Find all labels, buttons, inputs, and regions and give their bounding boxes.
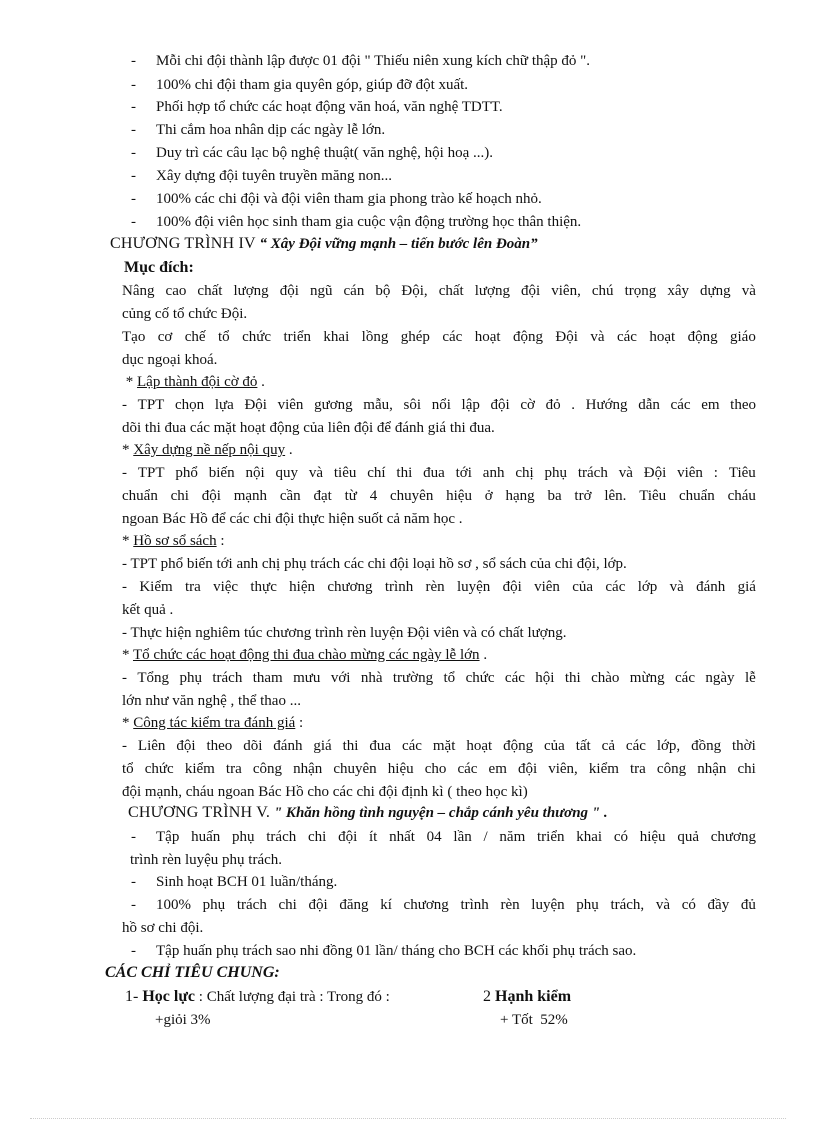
word: các: [625, 738, 646, 754]
list-dash: -: [131, 168, 136, 184]
section-heading-inspection: * Công tác kiểm tra đánh giá :: [122, 715, 304, 731]
word: với: [330, 670, 351, 686]
word: Tập: [156, 829, 180, 845]
word: động: [687, 329, 718, 345]
word: viên: [534, 579, 560, 595]
list-item: Xây dựng đội tuyên truyền măng non...: [156, 168, 393, 184]
word: phụ: [544, 465, 567, 481]
word: sôi: [403, 397, 422, 413]
word: mưu: [293, 670, 321, 686]
word: chọn: [174, 397, 205, 413]
word: cần: [279, 488, 301, 504]
word: ngũ: [309, 283, 333, 299]
word: chức: [465, 670, 495, 686]
word: nội: [245, 465, 265, 481]
word: :: [713, 465, 718, 481]
word: nổi: [431, 397, 451, 413]
word: ít: [368, 829, 378, 845]
text-line: dục ngoại khoá.: [122, 352, 218, 368]
word: đội: [308, 897, 328, 913]
word: tổ: [218, 329, 230, 345]
word: tất: [575, 738, 591, 754]
word: -: [122, 579, 127, 595]
text-line: dõi thi đua các mặt hoạt động của liên đội để đánh giá thi đua.: [122, 420, 495, 436]
word: đồng: [691, 738, 722, 754]
word: và: [655, 897, 671, 913]
justified-line: [122, 576, 756, 598]
text-line: kết quả .: [122, 602, 174, 618]
word: phụ: [202, 897, 226, 913]
word: trình: [384, 579, 414, 595]
word: đội: [502, 579, 522, 595]
word: chú: [591, 283, 614, 299]
word: có: [681, 897, 696, 913]
word: đạt: [313, 488, 332, 504]
word: .: [571, 397, 575, 413]
list-dash: -: [131, 77, 136, 93]
word: nhà: [360, 670, 383, 686]
list-dash: -: [131, 191, 136, 207]
word: tra: [225, 761, 242, 777]
program-label: CHƯƠNG TRÌNH V.: [128, 804, 271, 821]
word: trách,: [610, 897, 645, 913]
word: và: [741, 283, 756, 299]
word: hiện: [289, 579, 315, 595]
word: kí: [380, 897, 392, 913]
word: công: [252, 761, 282, 777]
list-dash: -: [131, 943, 136, 959]
word: kiểm: [588, 761, 619, 777]
word: các: [605, 579, 626, 595]
section-title: Công tác kiểm tra đánh giá: [133, 715, 296, 731]
word: các: [401, 738, 422, 754]
text-line: trình rèn luyệu phụ trách.: [130, 852, 283, 868]
page-bottom-rule: [30, 1118, 786, 1119]
word: chương: [327, 579, 373, 595]
word: đua: [369, 738, 392, 754]
word: lễ: [744, 670, 756, 686]
word: đội: [279, 283, 299, 299]
word: TPT: [137, 397, 165, 413]
word: Tổng: [137, 670, 170, 686]
list-item: 100% các chi đội và đội viên tham gia phong trào kế hoạch nhỏ.: [156, 191, 542, 207]
word: chức: [242, 329, 272, 345]
section-heading-records: * Hồ sơ sổ sách :: [122, 533, 225, 549]
word: ngày: [705, 670, 735, 686]
word: chí: [367, 465, 386, 481]
word: -: [122, 738, 127, 754]
list-dash: -: [131, 829, 136, 845]
justified-line: [122, 667, 756, 689]
word: luyện: [531, 897, 565, 913]
word: từ: [344, 488, 357, 504]
word: tổ: [122, 761, 134, 777]
word: chuyên: [333, 761, 377, 777]
word: chuyên: [390, 488, 434, 504]
word: các: [670, 397, 691, 413]
word: chị: [515, 465, 534, 481]
word: chức: [144, 761, 174, 777]
text-line: - Thực hiện nghiêm túc chương trình rèn luyện Đội viên và có chất lượng.: [122, 625, 567, 641]
word: mạnh: [233, 488, 268, 504]
word: chế: [184, 329, 206, 345]
word: giá: [313, 738, 332, 754]
list-item: Tập huấn phụ trách sao nhi đồng 01 lần/ tháng cho BCH các khối phụ trách sao.: [156, 943, 637, 959]
word: Đội: [643, 465, 667, 481]
academic-excellent-value: +giỏi 3%: [155, 1012, 211, 1028]
word: hội: [535, 670, 555, 686]
word: -: [122, 670, 127, 686]
word: chi: [170, 488, 189, 504]
word: huấn: [191, 829, 221, 845]
section-heading-rules: * Xây dựng nề nếp nội quy .: [122, 442, 293, 458]
word: của: [572, 579, 594, 595]
word: viên: [677, 465, 703, 481]
word: mặt: [432, 738, 456, 754]
word: trường: [392, 670, 434, 686]
word: viên: [277, 397, 304, 413]
justified-line: [122, 280, 756, 302]
word: động: [513, 329, 543, 345]
word: trách: [236, 897, 267, 913]
academic-label: Học lực: [142, 988, 196, 1005]
word: anh: [482, 465, 505, 481]
list-item: Duy trì các câu lạc bộ nghệ thuật( văn nghệ, hội hoạ ...).: [156, 145, 493, 161]
word: các: [616, 329, 637, 345]
word: giáo: [730, 329, 756, 345]
word: và: [308, 465, 323, 481]
section-title: Lập thành đội cờ đỏ: [137, 374, 258, 390]
section-title: Hồ sơ sổ sách: [133, 533, 217, 549]
word: thi: [396, 465, 413, 481]
list-item: Phối hợp tổ chức các hoạt động văn hoá, văn nghệ TDTT.: [156, 99, 503, 115]
justified-line: [122, 758, 756, 780]
word: xây: [667, 283, 689, 299]
word: kiểm: [184, 761, 215, 777]
word: các: [675, 670, 695, 686]
word: thời: [732, 738, 756, 754]
word: đỏ: [545, 397, 561, 413]
word: nhận: [293, 761, 323, 777]
word: dựng: [700, 283, 731, 299]
justified-line: [122, 462, 756, 484]
word: và: [618, 465, 633, 481]
word: trách: [266, 829, 297, 845]
word: nhất: [389, 829, 415, 845]
word: trọng: [624, 283, 657, 299]
word: Đội: [244, 397, 267, 413]
conduct-indicator: 2 Hạnh kiểm: [483, 988, 572, 1005]
justified-line: [122, 485, 756, 507]
word: phụ: [179, 670, 202, 686]
list-item: 100% chi đội tham gia quyên góp, giúp đỡ đột xuất.: [156, 77, 469, 93]
justified-line: [122, 735, 756, 757]
word: quy: [275, 465, 298, 481]
conduct-label: Hạnh kiểm: [495, 988, 572, 1005]
word: chào: [591, 670, 620, 686]
word: chuẩn: [678, 488, 715, 504]
program-title: “ Xây Đội vững mạnh – tiến bước lên Đoàn”: [259, 236, 538, 252]
word: trở: [574, 488, 592, 504]
section-title: Xây dựng nề nếp nội quy: [133, 442, 286, 458]
word: và: [669, 579, 684, 595]
word: cao: [165, 283, 187, 299]
word: bộ: [375, 283, 391, 299]
word: tra: [630, 761, 646, 777]
list-dash: -: [131, 122, 136, 138]
word: theo: [730, 397, 756, 413]
word: đầy: [707, 897, 730, 913]
word: và: [590, 329, 605, 345]
word: chất: [197, 283, 223, 299]
word: lần: [453, 829, 472, 845]
word: trình: [460, 897, 489, 913]
word: thực: [250, 579, 277, 595]
word: lượng: [233, 283, 269, 299]
word: Đội,: [401, 283, 428, 299]
word: đủ: [740, 897, 756, 913]
word: em: [488, 761, 507, 777]
word: việc: [213, 579, 239, 595]
word: hiệu: [639, 829, 666, 845]
word: gương: [314, 397, 353, 413]
list-dash: -: [131, 53, 136, 69]
purpose-heading: Mục đích:: [124, 259, 194, 276]
word: lớp,: [656, 738, 681, 754]
word: biến: [208, 465, 235, 481]
program-v-heading: [128, 802, 608, 824]
word: triển: [283, 329, 311, 345]
word: chuẩn: [122, 488, 158, 504]
justified-line: [156, 894, 756, 916]
conduct-good-value: + Tốt 52%: [500, 1012, 568, 1028]
text-line: ngoan Bác Hồ để các chi đội thực hiện suốt cả năm học .: [122, 511, 463, 527]
word: giá: [737, 579, 756, 595]
word: nhận: [697, 761, 727, 777]
word: phổ: [175, 465, 198, 481]
word: tổ: [443, 670, 456, 686]
word: cháu: [727, 488, 756, 504]
word: các: [442, 329, 463, 345]
word: đánh: [273, 738, 303, 754]
justified-line: [122, 326, 756, 348]
word: các: [504, 670, 525, 686]
word: TPT: [137, 465, 165, 481]
word: trách: [212, 670, 243, 686]
word: hiệu: [387, 761, 414, 777]
word: Tiêu: [728, 465, 756, 481]
word: -: [122, 397, 127, 413]
text-line: đội mạnh, cháu ngoan Bác Hồ cho các chi đội định kì ( theo học kì): [122, 784, 528, 800]
word: cả: [601, 738, 615, 754]
list-item: Thi cắm hoa nhân dịp các ngày lễ lớn.: [156, 122, 386, 138]
list-item: Mỗi chi đội thành lập được 01 đội " Thiếu niên xung kích chữ thập đỏ ".: [156, 53, 591, 69]
word: chi: [278, 897, 297, 913]
justified-line: [122, 394, 756, 416]
word: năm: [499, 829, 526, 845]
text-line: hồ sơ chi đội.: [122, 920, 204, 936]
word: cờ: [520, 397, 535, 413]
word: của: [543, 738, 565, 754]
word: đội: [490, 397, 510, 413]
word: Liên: [137, 738, 166, 754]
word: trách: [577, 465, 608, 481]
word: viên,: [551, 283, 581, 299]
word: 100%: [156, 897, 191, 913]
word: khai: [576, 829, 603, 845]
program-iv-heading: [110, 233, 538, 255]
word: mừng: [629, 670, 665, 686]
word: lên.: [604, 488, 627, 504]
word: Tạo: [122, 329, 146, 345]
word: đội: [176, 738, 196, 754]
word: tra: [184, 579, 201, 595]
word: hoạt: [466, 738, 493, 754]
word: cán: [343, 283, 365, 299]
justified-line: [156, 826, 756, 848]
word: Đội: [555, 329, 578, 345]
word: rèn: [500, 897, 520, 913]
word: lượng: [474, 283, 510, 299]
word: chất: [438, 283, 464, 299]
word: lựa: [214, 397, 234, 413]
word: đánh: [696, 579, 726, 595]
text-line: lớn như văn nghệ , thể thao ...: [122, 693, 301, 709]
academic-indicator: 1- Học lực : Chất lượng đại trà : Trong đó :: [125, 988, 390, 1005]
word: ở: [484, 488, 493, 504]
word: Kiểm: [139, 579, 173, 595]
word: Nâng: [122, 283, 155, 299]
word: đội: [338, 829, 358, 845]
word: các: [457, 761, 478, 777]
word: thi: [342, 738, 359, 754]
word: quả: [677, 829, 699, 845]
word: chương: [710, 829, 756, 845]
word: chương: [403, 897, 449, 913]
word: -: [122, 465, 127, 481]
word: viên,: [548, 761, 578, 777]
word: có: [613, 829, 628, 845]
word: 4: [369, 488, 378, 504]
list-dash: -: [131, 874, 136, 890]
general-targets-heading: CÁC CHỈ TIÊU CHUNG:: [105, 964, 280, 981]
word: Hướng: [585, 397, 628, 413]
list-item: 100% đội viên học sinh tham gia cuộc vận động trường học thân thiện.: [156, 214, 582, 230]
word: theo: [206, 738, 233, 754]
word: 04: [426, 829, 442, 845]
text-line: củng cố tổ chức Đội.: [122, 306, 248, 322]
word: hoạt: [474, 329, 501, 345]
word: tiêu: [333, 465, 357, 481]
word: em: [701, 397, 720, 413]
word: đội: [517, 761, 538, 777]
word: chi: [737, 761, 756, 777]
word: lập: [461, 397, 480, 413]
program-label: CHƯƠNG TRÌNH IV: [110, 235, 256, 252]
word: tới: [455, 465, 472, 481]
word: /: [483, 829, 488, 845]
text-line: - TPT phổ biến tới anh chị phụ trách các chi đội loại hồ sơ , sổ sách của chi đội, lớp.: [122, 556, 627, 572]
word: rèn: [425, 579, 445, 595]
word: hiệu: [446, 488, 472, 504]
word: ghép: [400, 329, 430, 345]
word: dõi: [243, 738, 263, 754]
word: hoạt: [649, 329, 676, 345]
list-dash: -: [131, 214, 136, 230]
word: ba: [547, 488, 562, 504]
section-heading-red-flag: * Lập thành đội cờ đỏ .: [122, 374, 265, 390]
word: phụ: [576, 897, 599, 913]
word: dẫn: [638, 397, 660, 413]
word: cho: [424, 761, 447, 777]
list-dash: -: [131, 145, 136, 161]
word: cơ: [157, 329, 173, 345]
section-title: Tổ chức các hoạt động thi đua chào mừng các ngày lễ lớn: [132, 647, 480, 663]
word: mẫu,: [363, 397, 393, 413]
word: hạng: [505, 488, 535, 504]
word: động: [503, 738, 534, 754]
word: luyện: [456, 579, 491, 595]
word: đua: [423, 465, 445, 481]
list-item: Sinh hoạt BCH 01 luần/tháng.: [156, 874, 338, 890]
word: đăng: [339, 897, 369, 913]
word: lồng: [361, 329, 389, 345]
word: lớp: [637, 579, 658, 595]
word: khai: [323, 329, 350, 345]
word: Tiêu: [639, 488, 667, 504]
section-heading-competitions: * Tổ chức các hoạt động thi đua chào mừng các ngày lễ lớn .: [122, 647, 488, 663]
program-title: " Khăn hồng tình nguyện – chắp cánh yêu thương " .: [273, 805, 608, 821]
word: chi: [307, 829, 327, 845]
word: tham: [252, 670, 283, 686]
word: thi: [564, 670, 581, 686]
list-dash: -: [131, 99, 136, 115]
word: triển: [536, 829, 565, 845]
word: đội: [201, 488, 221, 504]
word: phụ: [232, 829, 255, 845]
list-dash: -: [131, 897, 136, 913]
word: công: [656, 761, 687, 777]
word: đội: [521, 283, 541, 299]
